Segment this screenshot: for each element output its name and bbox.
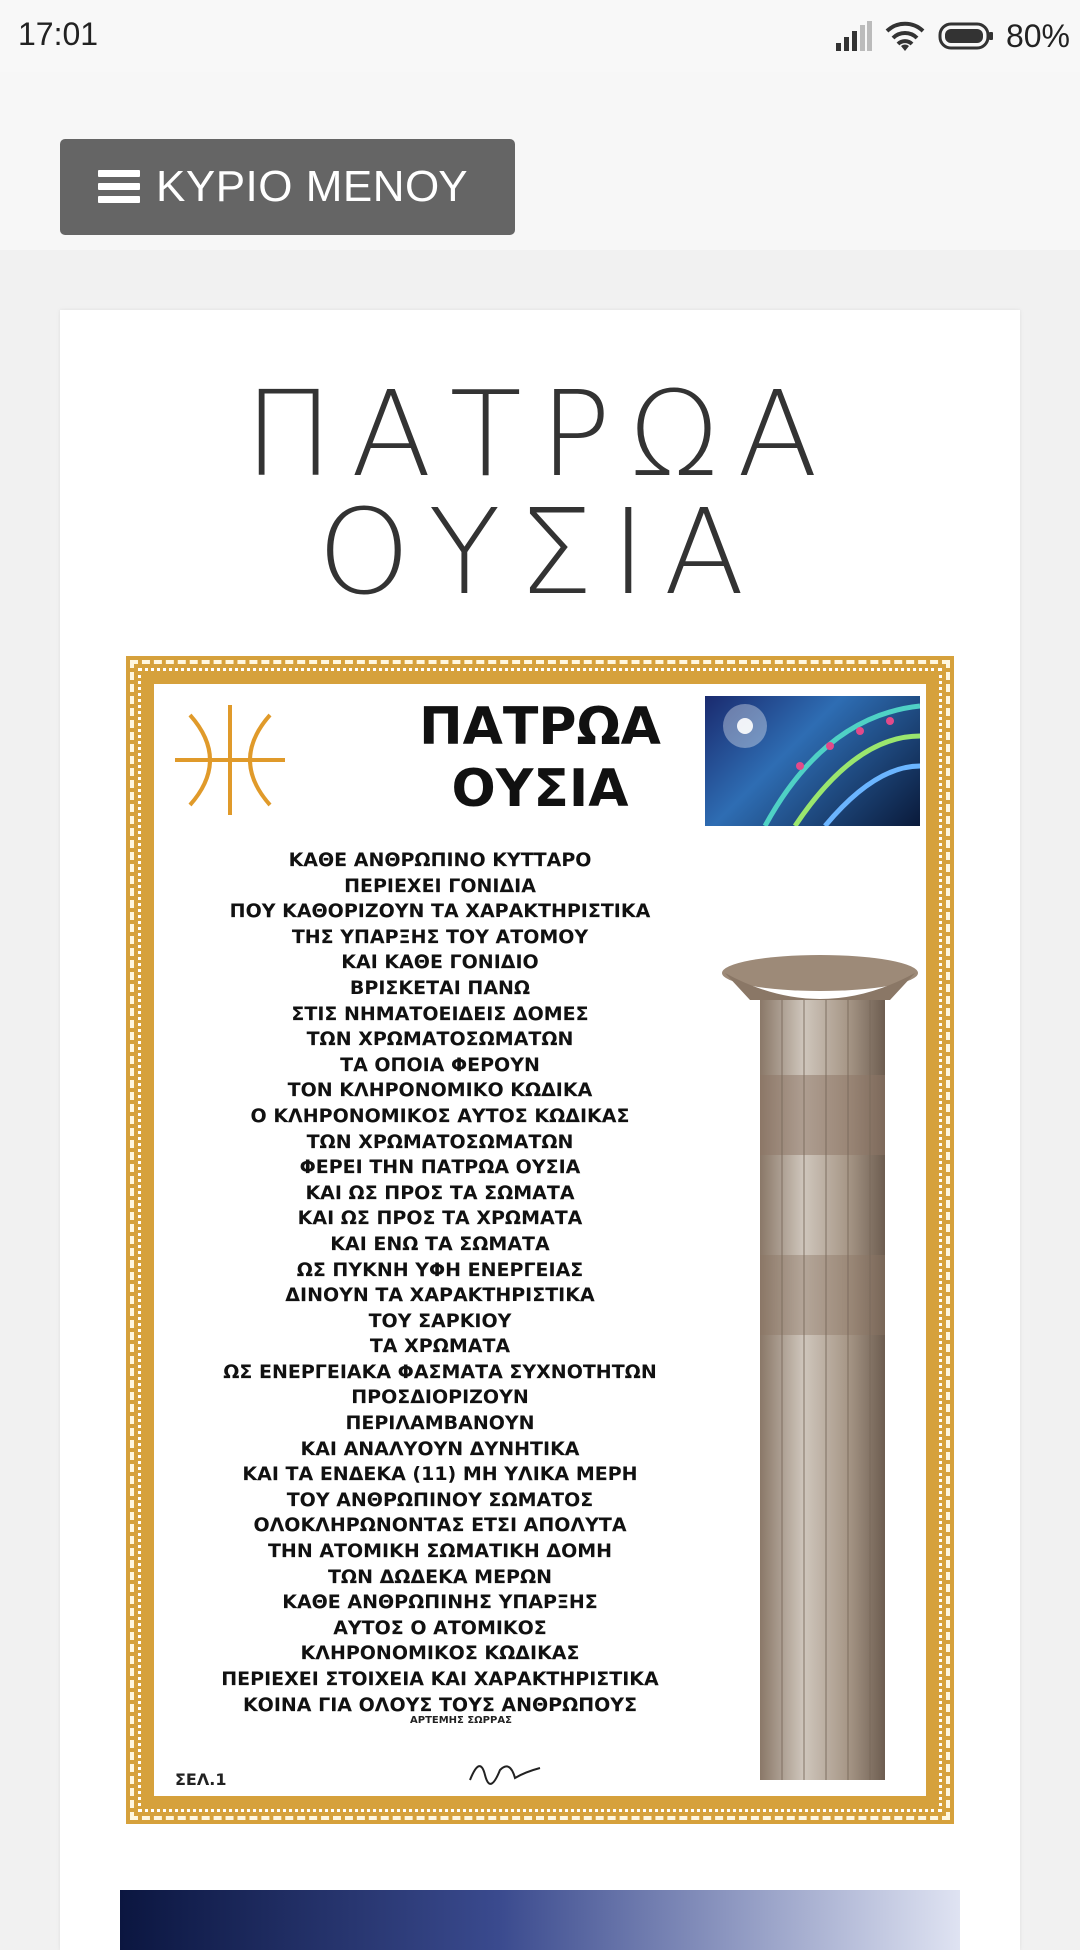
poem-line: ΦΕΡΕΙ ΤΗΝ ΠΑΤΡΩΑ ΟΥΣΙΑ [299, 1156, 581, 1179]
poem-line: ΚΑΙ ΩΣ ΠΡΟΣ ΤΑ ΧΡΩΜΑΤΑ [297, 1207, 583, 1230]
poem-line: ΩΣ ΠΥΚΝΗ ΥΦΗ ΕΝΕΡΓΕΙΑΣ [296, 1258, 584, 1281]
poem-line: ΤΟΝ ΚΛΗΡΟΝΟΜΙΚΟ ΚΩΔΙΚΑ [287, 1079, 593, 1102]
poster-author: ΑΡΤΕΜΗΣ ΣΩΡΡΑΣ [410, 1715, 512, 1726]
poem-line: ΚΑΘΕ ΑΝΘΡΩΠΙΝΟ ΚΥΤΤΑΡΟ [288, 849, 592, 871]
poem-line: ΤΩΝ ΧΡΩΜΑΤΟΣΩΜΑΤΩΝ [306, 1130, 574, 1153]
poem-line: ΚΑΘΕ ΑΝΘΡΩΠΙΝΗΣ ΥΠΑΡΞΗΣ [282, 1591, 598, 1614]
article-card [60, 310, 1020, 1950]
signature-image [465, 1750, 545, 1790]
poem-line: ΠΕΡΙΕΧΕΙ ΣΤΟΙΧΕΙΑ ΚΑΙ ΧΑΡΑΚΤΗΡΙΣΤΙΚΑ [221, 1668, 659, 1690]
poem-line: ΚΑΙ ΩΣ ΠΡΟΣ ΤΑ ΣΩΜΑΤΑ [305, 1181, 575, 1204]
main-menu-label: ΚΥΡΙΟ ΜΕΝΟΥ [156, 162, 469, 211]
poster-title-line2: ΟΥΣΙΑ [451, 759, 629, 819]
poem-line: ΤΩΝ ΔΩΔΕΚΑ ΜΕΡΩΝ [327, 1565, 553, 1588]
dna-helix-image [705, 696, 920, 826]
poster-image[interactable] [120, 650, 960, 1830]
status-time: 17:01 [18, 16, 99, 52]
poem-line: ΒΡΙΣΚΕΤΑΙ ΠΑΝΩ [349, 976, 531, 999]
poem-line: ΤΗΣ ΥΠΑΡΞΗΣ ΤΟΥ ΑΤΟΜΟΥ [291, 925, 589, 948]
hamburger-icon [98, 170, 140, 204]
status-icons [836, 14, 1070, 58]
poem-line: ΠΡΟΣΔΙΟΡΙΖΟΥΝ [351, 1386, 529, 1409]
poem-line: ΤΑ ΧΡΩΜΑΤΑ [369, 1335, 511, 1358]
poem-line: ΚΑΙ ΑΝΑΛΥΟΥΝ ΔΥΝΗΤΙΚΑ [300, 1437, 580, 1460]
poem-line: ΤΟΥ ΣΑΡΚΙΟΥ [368, 1309, 512, 1332]
poem-line: ΤΟΥ ΑΝΘΡΩΠΙΝΟΥ ΣΩΜΑΤΟΣ [286, 1488, 594, 1511]
poem-line: ΚΟΙΝΑ ΓΙΑ ΟΛΟΥΣ ΤΟΥΣ ΑΝΘΡΩΠΟΥΣ [242, 1693, 638, 1716]
next-image-banner[interactable] [120, 1890, 960, 1950]
poem-line: ΚΛΗΡΟΝΟΜΙΚΟΣ ΚΩΔΙΚΑΣ [300, 1642, 580, 1665]
poem-line: ΑΥΤΟΣ Ο ΑΤΟΜΙΚΟΣ [333, 1616, 547, 1639]
poem-line: ΠΕΡΙΛΑΜΒΑΝΟΥΝ [345, 1412, 535, 1435]
battery-percent: 80% [1005, 17, 1070, 54]
poem-line: Ο ΚΛΗΡΟΝΟΜΙΚΟΣ ΑΥΤΟΣ ΚΩΔΙΚΑΣ [250, 1104, 630, 1127]
page-title-line1: ΠΑΤΡΩΑ [244, 365, 836, 503]
poem-line: ΠΟΥ ΚΑΘΟΡΙΖΟΥΝ ΤΑ ΧΑΡΑΚΤΗΡΙΣΤΙΚΑ [229, 900, 651, 923]
poem-line: ΟΛΟΚΛΗΡΩΝΟΝΤΑΣ ΕΤΣΙ ΑΠΟΛΥΤΑ [253, 1514, 627, 1537]
page-title-line2: ΟΥΣΙΑ [317, 483, 763, 621]
poem-line: ΤΑ ΟΠΟΙΑ ΦΕΡΟΥΝ [340, 1053, 540, 1076]
page-title [60, 365, 1020, 621]
poem-line: ΩΣ ΕΝΕΡΓΕΙΑΚΑ ΦΑΣΜΑΤΑ ΣΥΧΝΟΤΗΤΩΝ [223, 1360, 657, 1383]
poem-line: ΤΩΝ ΧΡΩΜΑΤΟΣΩΜΑΤΩΝ [306, 1028, 574, 1051]
site-header [0, 72, 1080, 250]
signal-icon [836, 21, 872, 51]
battery-icon [938, 21, 994, 51]
poem-line: ΚΑΙ ΕΝΩ ΤΑ ΣΩΜΑΤΑ [330, 1232, 550, 1255]
poster-page-number: ΣΕΛ.1 [175, 1770, 227, 1789]
status-bar [0, 0, 1080, 72]
poem-line: ΚΑΙ ΤΑ ΕΝΔΕΚΑ (11) ΜΗ ΥΛΙΚΑ ΜΕΡΗ [242, 1463, 638, 1486]
poem-line: ΤΗΝ ΑΤΟΜΙΚΗ ΣΩΜΑΤΙΚΗ ΔΟΜΗ [267, 1540, 613, 1563]
poem-line: ΚΑΙ ΚΑΘΕ ΓΟΝΙΔΙΟ [341, 951, 539, 974]
main-menu-button[interactable] [60, 139, 515, 235]
poster-poem [160, 848, 720, 1718]
poem-line: ΠΕΡΙΕΧΕΙ ΓΟΝΙΔΙΑ [344, 874, 536, 897]
poem-line: ΔΙΝΟΥΝ ΤΑ ΧΑΡΑΚΤΗΡΙΣΤΙΚΑ [285, 1284, 595, 1307]
poster-title-line1: ΠΑΤΡΩΑ [419, 697, 661, 757]
poem-line: ΣΤΙΣ ΝΗΜΑΤΟΕΙΔΕΙΣ ΔΟΜΕΣ [291, 1002, 589, 1025]
wifi-icon [884, 19, 926, 53]
doric-column-image [720, 955, 920, 1785]
